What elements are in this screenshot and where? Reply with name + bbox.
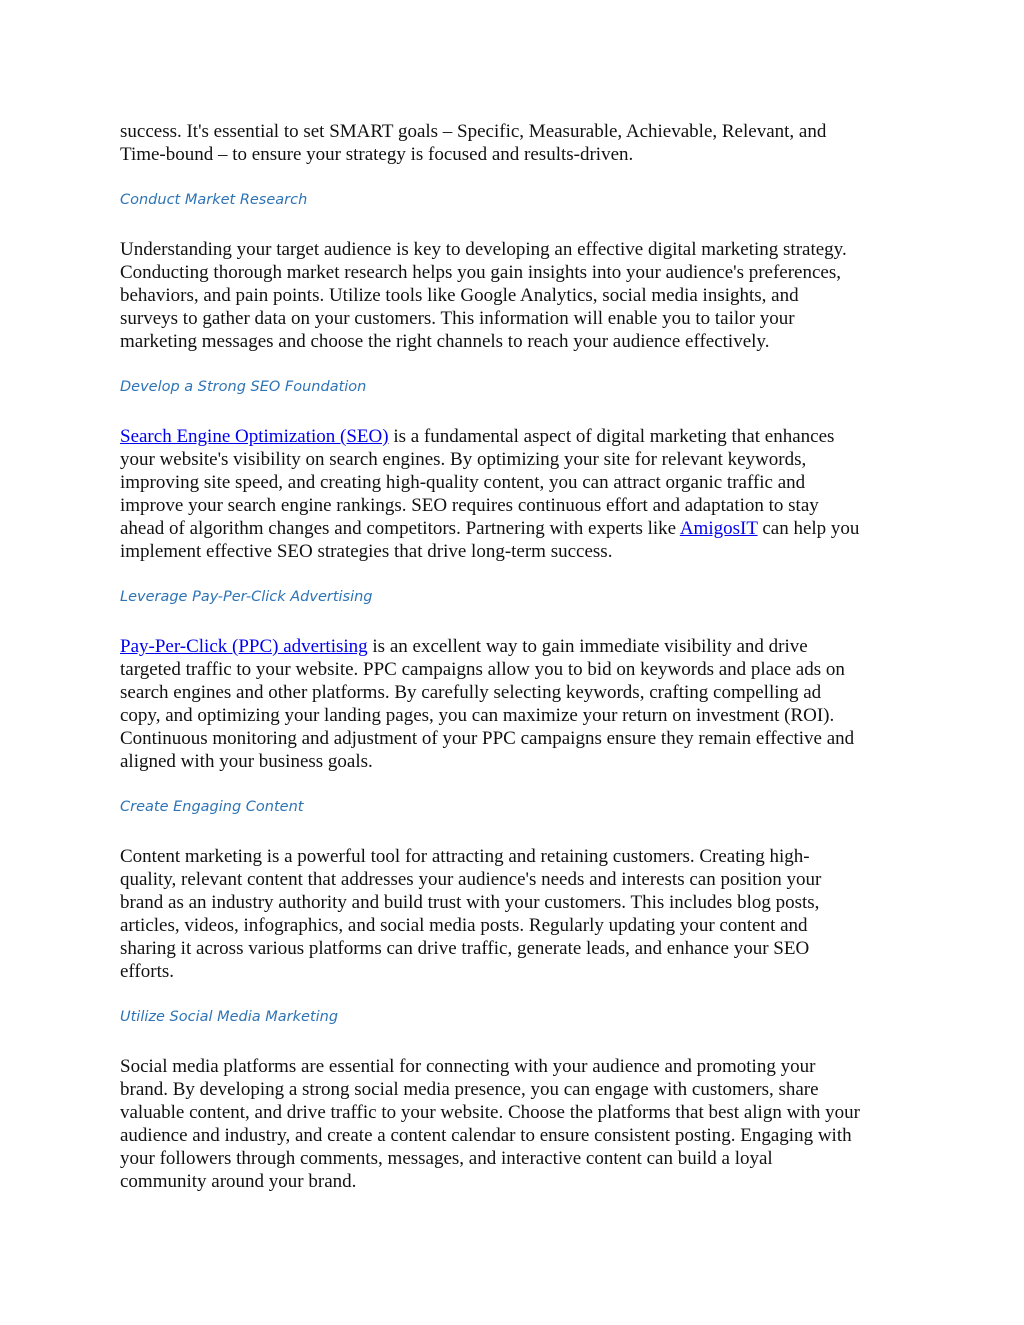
seo-body-part-2: can help you implement effective SEO strategies that drive long-term success.	[120, 518, 860, 562]
paragraph-seo-foundation	[120, 425, 910, 563]
paragraph-social-media: Social media platforms are essential for connecting with your audience and promoting your brand. By developing a strong social media presence, you can engage with customers, share valuable content, and drive traffic to your website. Choose the platforms that best align with your audience and industry, and create a content calendar to ensure consistent posting. Engaging with your followers through comments, messages, and interactive content can build a loyal community around your brand.	[120, 1056, 860, 1192]
seo-body-part-1: is a fundamental aspect of digital marketing that enhances your website's visibility on search engines. By optimizing your site for relevant keywords, improving site speed, and creating high-quality content, you can attract organic traffic and improve your search engine rankings. SEO requires continuous effort and adaptation to stay ahead of algorithm changes and competitors. Partnering with experts like	[120, 426, 835, 539]
heading-ppc-advertising: Leverage Pay-Per-Click Advertising	[120, 589, 373, 605]
heading-market-research: Conduct Market Research	[120, 192, 308, 208]
heading-seo-foundation: Develop a Strong SEO Foundation	[120, 379, 367, 395]
ppc-body: is an excellent way to gain immediate visibility and drive targeted traffic to your website. PPC campaigns allow you to bid on keywords and place ads on search engines and other platforms. By carefully selecting keywords, crafting compelling ad copy, and optimizing your landing pages, you can maximize your return on investment (ROI). Continuous monitoring and adjustment of your PPC campaigns ensure they remain effective and aligned with your business goals.	[120, 636, 855, 772]
amigosit-link[interactable]: AmigosIT	[679, 518, 758, 539]
intro-paragraph: success. It's essential to set SMART goals – Specific, Measurable, Achievable, Relevant, and Time-bound – to ensure your strategy is focused and results-driven.	[120, 121, 827, 165]
ppc-link[interactable]: Pay-Per-Click (PPC) advertising	[120, 636, 368, 657]
seo-link[interactable]: Search Engine Optimization (SEO)	[120, 426, 389, 447]
heading-engaging-content: Create Engaging Content	[120, 799, 304, 815]
paragraph-ppc-advertising	[120, 635, 910, 773]
paragraph-market-research: Understanding your target audience is key to developing an effective digital marketing strategy. Conducting thorough market research helps you gain insights into your audience's preferences, behaviors, and pain points. Utilize tools like Google Analytics, social media insights, and surveys to gather data on your customers. This information will enable you to tailor your marketing messages and choose the right channels to reach your audience effectively.	[120, 239, 847, 352]
heading-social-media: Utilize Social Media Marketing	[120, 1009, 339, 1025]
paragraph-engaging-content: Content marketing is a powerful tool for attracting and retaining customers. Creating high- quality, relevant content that addresses your audience's needs and interests can position your brand as an industry authority and build trust with your customers. This includes blog posts, articles, videos, infographics, and social media posts. Regularly updating your content and sharing it across various platforms can drive traffic, generate leads, and enhance your SEO efforts.	[120, 846, 822, 982]
document-page	[120, 120, 910, 1193]
